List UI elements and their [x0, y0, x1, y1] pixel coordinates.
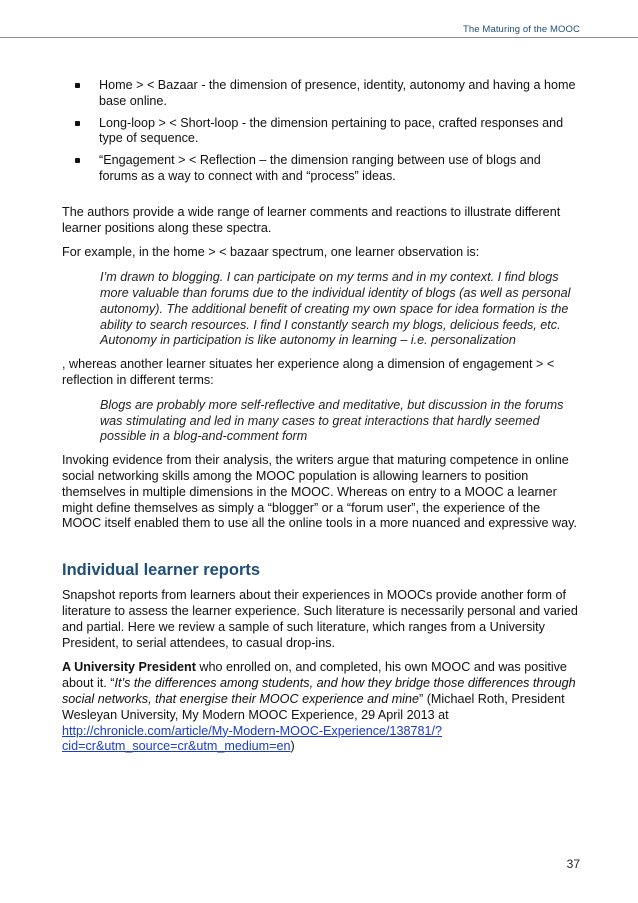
- bullet-icon: [75, 83, 80, 88]
- bullet-icon: [75, 121, 80, 126]
- bullet-list: [62, 78, 582, 185]
- learner-quote-forums: Blogs are probably more self-reflective and meditative, but discussion in the forums was stimulating and led in many cases to great interactions that hardly seemed possible in a blog-and-comment form: [100, 397, 564, 444]
- section-heading: Individual learner reports: [62, 561, 261, 580]
- header-divider: [0, 37, 638, 38]
- paragraph-engagement-intro: , whereas another learner situates her experience along a dimension of engagement > < reflection in different terms:: [62, 357, 555, 387]
- paragraph-snapshot-reports: Snapshot reports from learners about their experiences in MOOCs provide another form of literature to assess the learner experience. Such literature is necessarily personal and varied and partial. Here we review a sample of such literature, which ranges from a University President, to serial attendees, to casual drop-ins.: [62, 588, 578, 650]
- president-text: who enrolled on, and completed, his own MOOC and was positive about it. “: [62, 660, 567, 691]
- page-content: [62, 78, 582, 764]
- chronicle-article-link[interactable]: http://chronicle.com/article/My-Modern-MOOC-Experience/138781/?cid=cr&utm_source=cr&utm_medium=en: [62, 723, 443, 754]
- list-item: [62, 116, 582, 148]
- learner-quote-blogging: I’m drawn to blogging. I can participate on my terms and in my context. I find blogs more valuable than forums due to the individual identity of blogs (as well as personal autonomy). The additional benefit of creating my own space for idea formation is the ability to search resources. I find I constantly search my blogs, delicious feeds, etc. Autonomy in participation is like autonomy in learning – i.e. personalization: [100, 270, 571, 348]
- list-item: [62, 153, 582, 185]
- paragraph-example-intro: For example, in the home > < bazaar spectrum, one learner observation is:: [62, 245, 480, 260]
- paragraph-learner-comments: The authors provide a wide range of learner comments and reactions to illustrate different learner positions along these spectra.: [62, 204, 561, 235]
- bullet-icon: [75, 158, 80, 163]
- president-label: A University President: [62, 660, 196, 675]
- president-quote: It’s the differences among students, and how they bridge those differences through social networks, that energise their MOOC experience and mine: [62, 676, 576, 706]
- closing-paren: ): [290, 739, 295, 754]
- bullet-text: Home > < Bazaar - the dimension of presence, identity, autonomy and having a home base online.: [99, 78, 576, 108]
- list-item: [62, 78, 582, 110]
- citation-text: ” (Michael Roth, President Wesleyan University, My Modern MOOC Experience, 29 April 2013 at: [62, 691, 565, 722]
- paragraph-university-president: [62, 660, 582, 755]
- bullet-text: Long-loop > < Short-loop - the dimension pertaining to pace, crafted responses and type of sequence.: [99, 115, 564, 146]
- page-number: 37: [566, 857, 580, 871]
- running-header: The Maturing of the MOOC: [463, 24, 580, 35]
- paragraph-maturing-competence: Invoking evidence from their analysis, the writers argue that maturing competence in online social networking skills among the MOOC population is allowing learners to position themselves in multiple dimensions in the MOOC. Whereas on entry to a MOOC a learner might define themselves as simply a “blogger” or a “forum user”, the experience of the MOOC itself enabled them to use all the online tools in a more nuanced and expressive way.: [62, 453, 577, 531]
- bullet-text: “Engagement > < Reflection – the dimension ranging between use of blogs and forums as a way to connect with and “process” ideas.: [99, 153, 541, 183]
